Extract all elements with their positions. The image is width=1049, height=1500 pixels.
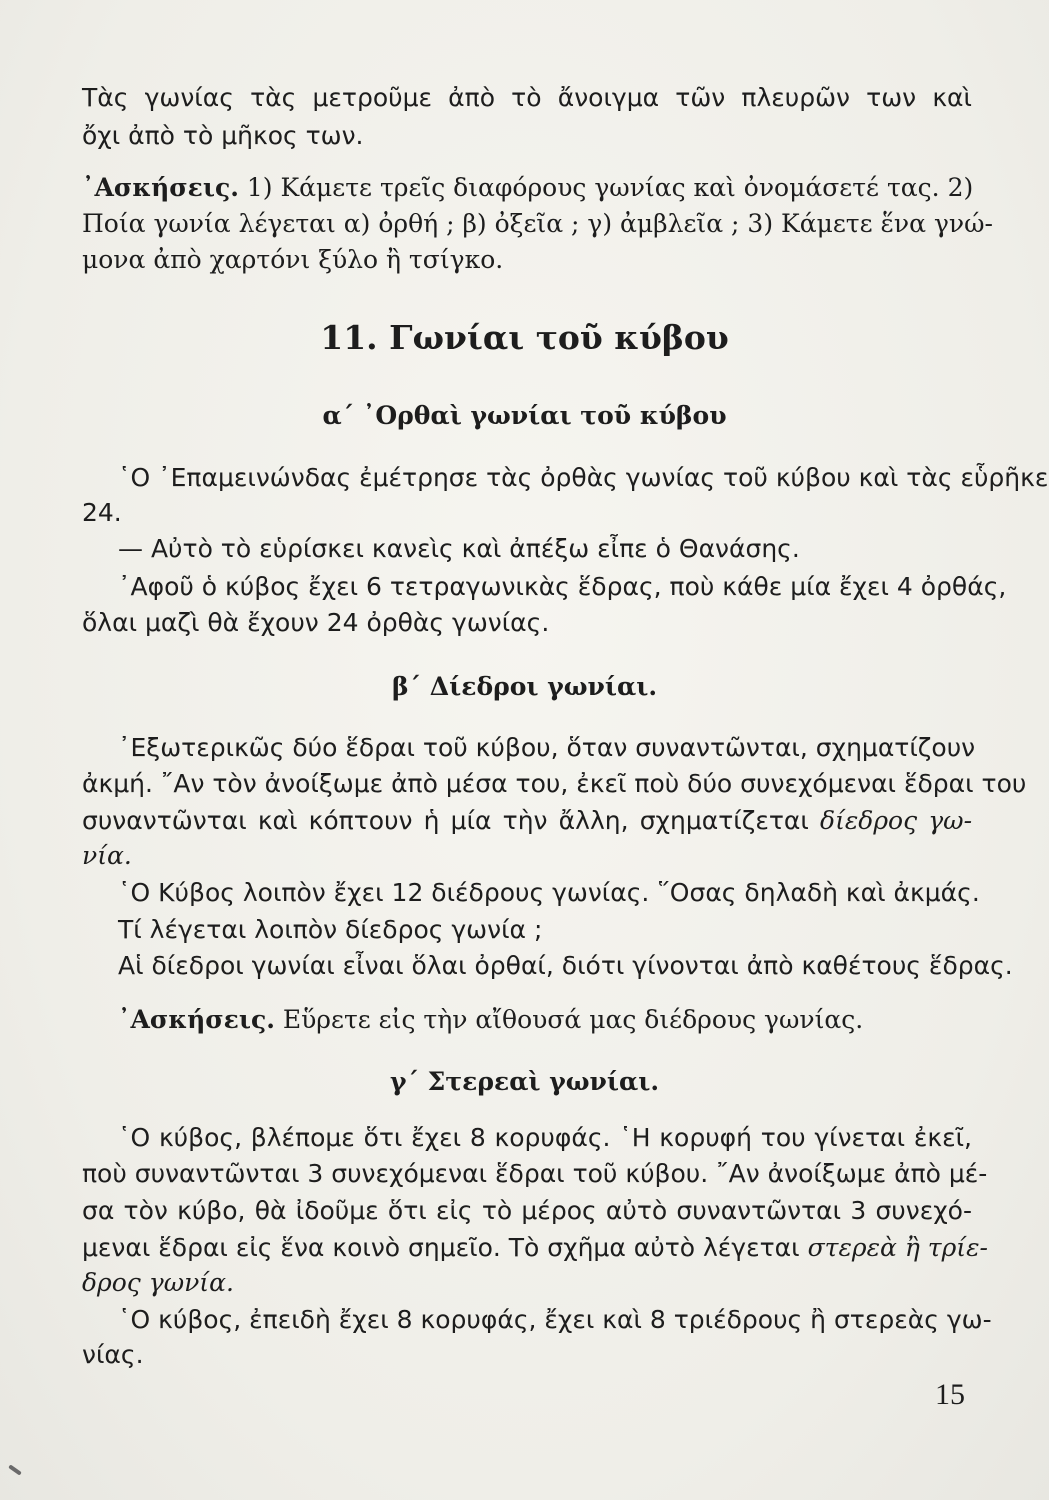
term-trihedral: στερεὰ ἢ τρίε-: [807, 1233, 988, 1262]
part-a-p3-line-1: ᾿Αφοῦ ὁ κύβος ἔχει 6 τετραγωνικὰς ἕδρας, ποὺ κάθε μία ἔχει 4 ὀρθάς,: [118, 572, 1007, 601]
exercises-2-heading: ᾿Ασκήσεις.: [118, 1005, 275, 1034]
part-b-p2: ῾Ο Κύβος λοιπὸν ἔχει 12 διέδρους γωνίας. ῞Οσας δηλαδὴ καὶ ἀκμάς.: [118, 878, 980, 907]
subtitle-b: β΄ Δίεδροι γωνίαι.: [391, 672, 658, 701]
term-trihedral-end: δρος γωνία.: [82, 1268, 234, 1297]
part-a-p1-line-2: 24.: [82, 498, 122, 527]
part-c-p1-line-2: ποὺ συναντῶνται 3 συνεχόμεναι ἕδραι τοῦ κύβου. ῎Αν ἀνοίξωμε ἀπὸ μέ-: [82, 1159, 988, 1188]
exercises-1-text: 1) Κάμετε τρεῖς διαφόρους γωνίας καὶ ὀνομάσετέ τας. 2): [246, 173, 974, 202]
exercises-1-line-3: μονα ἀπὸ χαρτόνι ξύλο ἢ τσίγκο.: [82, 245, 504, 274]
section-title: 11. Γωνίαι τοῦ κύβου: [320, 318, 729, 357]
part-b-p1-line-1: ᾿Εξωτερικῶς δύο ἕδραι τοῦ κύβου, ὅταν συναντῶνται, σχηματίζουν: [118, 733, 976, 762]
subtitle-a: α΄ ᾿Ορθαὶ γωνίαι τοῦ κύβου: [322, 401, 727, 430]
subtitle-c: γ΄ Στερεαὶ γωνίαι.: [389, 1067, 660, 1096]
exercises-2: [118, 1002, 972, 1038]
intro-line-2: ὄχι ἀπὸ τὸ μῆκος των.: [82, 121, 364, 150]
term-dihedral: δίεδρος γω-: [820, 806, 973, 835]
part-c-p2-line-2: νίας.: [82, 1340, 144, 1369]
part-c-p1-line-4: [82, 1230, 988, 1266]
part-b-p1-line-2: ἀκμή. ῎Αν τὸν ἀνοίξωμε ἀπὸ μέσα του, ἐκεῖ ποὺ δύο συνεχόμεναι ἕδραι του: [82, 769, 1027, 798]
scan-speck: [8, 1464, 22, 1475]
exercises-heading: ᾿Ασκήσεις.: [82, 173, 239, 202]
intro-line-1: Τὰς γωνίας τὰς μετροῦμε ἀπὸ τὸ ἄνοιγμα τῶν πλευρῶν των καὶ: [82, 83, 972, 112]
part-b-p3: Τί λέγεται λοιπὸν δίεδρος γωνία ;: [118, 915, 543, 944]
part-c-p1-line-1: ῾Ο κύβος, βλέπομε ὅτι ἔχει 8 κορυφάς. ῾Η κορυφή του γίνεται ἐκεῖ,: [118, 1123, 972, 1152]
page-number: 15: [935, 1378, 965, 1411]
part-c-p1-line-4-text: μεναι ἕδραι εἰς ἕνα κοινὸ σημεῖο. Τὸ σχῆμα αὐτὸ λέγεται: [82, 1233, 800, 1262]
part-a-p2: — Αὐτὸ τὸ εὑρίσκει κανεὶς καὶ ἀπέξω εἶπε ὁ Θανάσης.: [118, 534, 800, 563]
term-dihedral-end: νία.: [82, 841, 132, 870]
part-b-p1-line-4: [82, 838, 972, 874]
exercises-1-line-2: Ποία γωνία λέγεται α) ὀρθή ; β) ὀξεῖα ; γ) ἀμβλεῖα ; 3) Κάμετε ἕνα γνώ-: [82, 209, 993, 238]
part-b-p4: Αἱ δίεδροι γωνίαι εἶναι ὅλαι ὀρθαί, διότι γίνονται ἀπὸ καθέτους ἕδρας.: [118, 951, 1013, 980]
part-c-p2-line-1: ῾Ο κύβος, ἐπειδὴ ἔχει 8 κορυφάς, ἔχει καὶ 8 τριέδρους ἢ στερεὰς γω-: [118, 1305, 992, 1334]
part-b-p1-line-3-text: συναντῶνται καὶ κόπτουν ἡ μία τὴν ἄλλη, σχηματίζεται: [82, 806, 809, 835]
part-a-p3-line-2: ὅλαι μαζὶ θὰ ἔχουν 24 ὀρθὰς γωνίας.: [82, 608, 550, 637]
exercises-2-text: Εὕρετε εἰς τὴν αἴθουσά μας διέδρους γωνίας.: [282, 1005, 864, 1034]
part-b-p1-line-3: [82, 803, 972, 839]
part-c-p1-line-5: [82, 1265, 972, 1301]
part-c-p1-line-3: σα τὸν κύβο, θὰ ἰδοῦμε ὅτι εἰς τὸ μέρος αὐτὸ συναντῶνται 3 συνεχό-: [82, 1196, 972, 1225]
exercises-1-line-1: [82, 170, 972, 206]
part-a-p1-line-1: ῾Ο ᾿Επαμεινώνδας ἐμέτρησε τὰς ὀρθὰς γωνίας τοῦ κύβου καὶ τὰς εὗρῆκε: [118, 463, 1049, 492]
